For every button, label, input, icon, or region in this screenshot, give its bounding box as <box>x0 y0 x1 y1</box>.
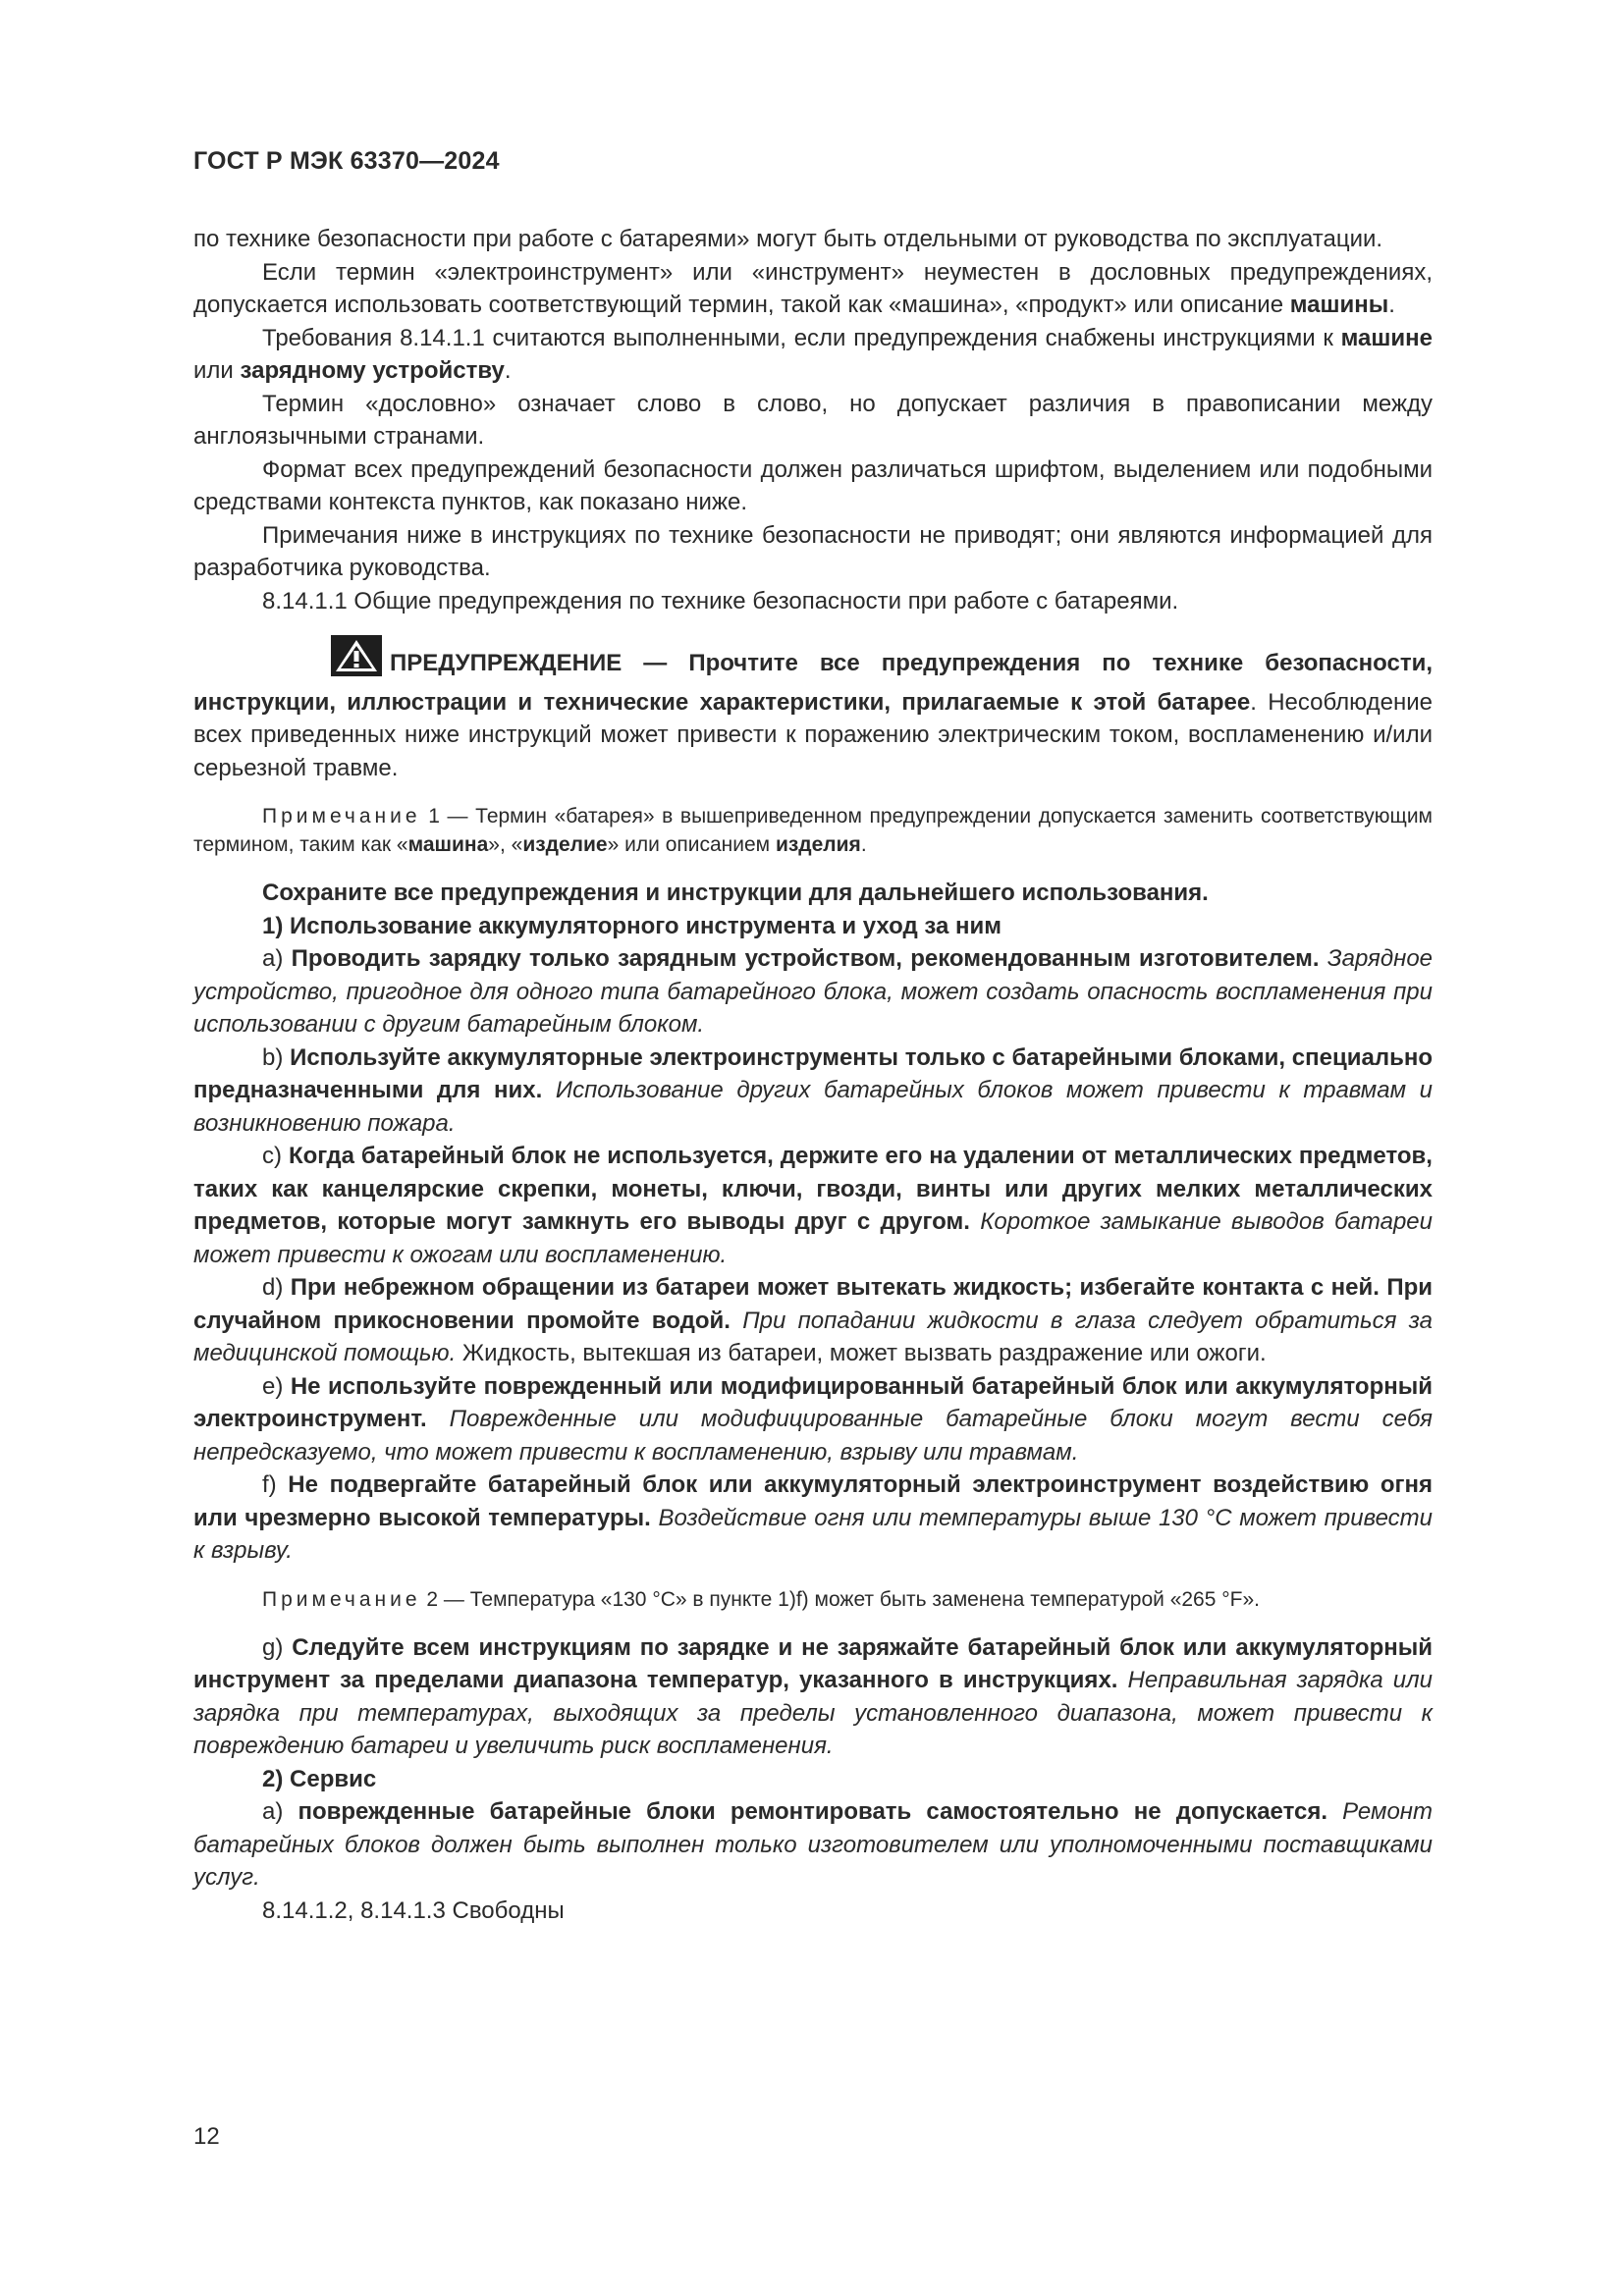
note-text: . <box>860 833 867 856</box>
item-italic: Использование других батарейных блоков может привести к травмам и возникновению пожара. <box>193 1077 1433 1137</box>
note-1 <box>193 802 1433 859</box>
warning-text: . Несоблюдение всех приведенных ниже инструкций может привести к поражению электрическим током, воспламенению и/или серьезной травме. <box>193 688 1433 781</box>
item-letter: a) <box>262 1798 298 1825</box>
item-bold: поврежденные батарейные блоки ремонтировать самостоятельно не допускается. <box>298 1798 1328 1825</box>
paragraph <box>193 454 1433 519</box>
list-item-1d <box>193 1271 1433 1370</box>
paragraph <box>193 322 1433 388</box>
item-italic: Ремонт батарейных блоков должен быть выполнен только изготовителем или уполномоченными поставщиками услуг. <box>193 1798 1433 1891</box>
note-text: » или описанием <box>607 833 776 856</box>
punctuation: . <box>504 357 512 384</box>
paragraph-text: Формат всех предупреждений безопасности должен различаться шрифтом, выделением или подобными средствами контекста пунктов, как показано ниже. <box>193 455 1433 515</box>
bold-term: зарядному устройству <box>240 357 505 384</box>
note-label: Примечание <box>262 1587 421 1611</box>
item-normal: Жидкость, вытекшая из батареи, может вызвать раздражение или ожоги. <box>456 1340 1267 1366</box>
paragraph <box>193 256 1433 322</box>
item-bold: При небрежном обращении из батареи может вытекать жидкость; избегайте контакта с ней. При случайном прикосновении промойте водой. <box>193 1274 1433 1334</box>
list-item-1g <box>193 1631 1433 1763</box>
list-item-1b <box>193 1041 1433 1141</box>
paragraph <box>193 223 1433 256</box>
clause-heading-text: 8.14.1.1 Общие предупреждения по технике безопасности при работе с батареями. <box>262 587 1179 614</box>
item-letter: b) <box>262 1043 291 1071</box>
section-1-title: 1) Использование аккумуляторного инструмента и уход за ним <box>262 912 1002 939</box>
paragraph-text: по технике безопасности при работе с батареями» могут быть отдельными от руководства по эксплуатации. <box>193 226 1383 252</box>
item-italic: Зарядное устройство, пригодное для одного типа батарейного блока, может создать опасность воспламенения при использовании с другим батарейным блоком. <box>193 945 1434 1038</box>
item-bold: Используйте аккумуляторные электроинструменты только с батарейными блоками, специально предназначенными для них. <box>193 1043 1433 1103</box>
clause-heading <box>193 585 1433 618</box>
bold-term: машины <box>1289 292 1389 318</box>
item-letter: f) <box>262 1471 289 1498</box>
warning-bold-text: ПРЕДУПРЕЖДЕНИЕ — Прочтите все предупреждения по технике безопасности, инструкции, иллюстрации и технические характеристики, прилагаемые к этой батарее <box>193 650 1433 716</box>
warning-paragraph <box>193 635 1433 784</box>
item-italic: Поврежденные или модифицированные батарейные блоки могут вести себя непредсказуемо, что может привести к воспламенению, взрыву или травмам. <box>193 1406 1433 1466</box>
note-label: Примечание <box>262 805 421 828</box>
item-italic: Воздействие огня или температуры выше 130 °C может привести к взрыву. <box>193 1504 1433 1564</box>
page-number: 12 <box>193 2123 220 2150</box>
list-item-1e <box>193 1370 1433 1469</box>
paragraph-text: Термин «дословно» означает слово в слово, но допускает различия в правописании между англоязычными странами. <box>193 390 1433 450</box>
paragraph <box>193 388 1433 454</box>
document-body <box>193 223 1433 1927</box>
clause-free-line: 8.14.1.2, 8.14.1.3 Свободны <box>262 1896 565 1924</box>
item-bold: Следуйте всем инструкциям по зарядке и не заряжайте батарейный блок или аккумуляторный инструмент за пределами диапазона температур, указанного в инструкциях. <box>193 1633 1433 1693</box>
note-text: », « <box>488 833 523 856</box>
item-letter: d) <box>262 1274 291 1301</box>
bold-term: изделия <box>775 833 861 856</box>
list-item-2a <box>193 1795 1433 1895</box>
item-italic: Неправильная зарядка или зарядка при температурах, выходящих за пределы установленного диапазона, может привести к повреждению батареи и увеличить риск воспламенения. <box>193 1667 1433 1759</box>
paragraph <box>193 519 1433 585</box>
item-italic: Короткое замыкание выводов батареи может привести к ожогам или воспламенению. <box>193 1208 1433 1268</box>
item-letter: a) <box>262 945 292 972</box>
note-text: 2 — Температура «130 °C» в пункте 1)f) может быть заменена температурой «265 °F». <box>420 1587 1260 1611</box>
paragraph-text: Требования 8.14.1.1 считаются выполненными, если предупреждения снабжены инструкциями к <box>262 324 1341 351</box>
item-bold: Проводить зарядку только зарядным устройством, рекомендованным изготовителем. <box>291 945 1320 972</box>
save-instructions-line: Сохраните все предупреждения и инструкции для дальнейшего использования. <box>262 880 1209 906</box>
bold-term: машина <box>407 833 489 856</box>
section-2-title: 2) Сервис <box>262 1765 377 1792</box>
item-letter: g) <box>262 1633 293 1661</box>
note-text: 1 — Термин «батарея» в вышеприведенном предупреждении допускается заменить соответствующим термином, таким как « <box>193 805 1433 856</box>
document-header: ГОСТ Р МЭК 63370—2024 <box>193 147 500 175</box>
item-bold: Когда батарейный блок не используется, держите его на удалении от металлических предметов, таких как канцелярские скрепки, монеты, ключи, гвозди, винты или других мелких металлических предметов, которые могут замкнуть его выводы друг с другом. <box>193 1143 1433 1235</box>
list-item-1f <box>193 1468 1433 1568</box>
list-item-1c <box>193 1140 1433 1271</box>
paragraph-text: или <box>193 357 241 384</box>
paragraph-text: Примечания ниже в инструкциях по технике безопасности не приводят; они являются информацией для разработчика руководства. <box>193 521 1433 581</box>
paragraph-text: Если термин «электроинструмент» или «инструмент» неуместен в дословных предупреждениях, допускается использовать соответствующий термин, такой как «машина», «продукт» или описание <box>193 258 1433 318</box>
warning-triangle-icon <box>262 635 382 686</box>
note-2 <box>193 1585 1433 1614</box>
item-letter: c) <box>262 1143 289 1169</box>
item-bold: Не подвергайте батарейный блок или аккумуляторный электроинструмент воздействию огня или чрезмерно высокой температуры. <box>193 1471 1434 1531</box>
item-letter: e) <box>262 1372 291 1400</box>
list-item-1a <box>193 942 1433 1041</box>
item-bold: Не используйте поврежденный или модифицированный батарейный блок или аккумуляторный электроинструмент. <box>193 1372 1433 1432</box>
item-italic: При попадании жидкости в глаза следует обратиться за медицинской помощью. <box>193 1307 1433 1366</box>
punctuation: . <box>1388 292 1395 318</box>
bold-term: машине <box>1340 324 1433 351</box>
bold-term: изделие <box>522 833 608 856</box>
